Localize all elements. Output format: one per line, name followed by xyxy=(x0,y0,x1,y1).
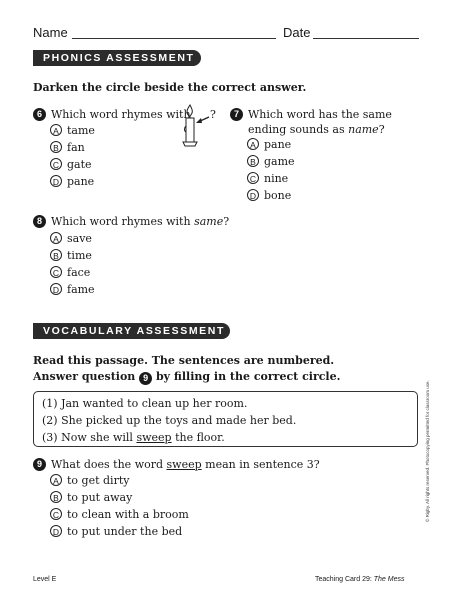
question-8-emphasis: same xyxy=(194,215,224,228)
phonics-instruction: Darken the circle beside the correct answer. xyxy=(33,81,307,94)
q8-option-d-text: fame xyxy=(67,283,95,296)
passage-sentence-3-post: the floor. xyxy=(171,431,225,444)
q6-option-b[interactable] xyxy=(50,140,85,155)
q7-option-d[interactable] xyxy=(247,188,291,203)
q6-option-b-bubble[interactable]: B xyxy=(50,141,62,153)
q6-option-a[interactable] xyxy=(50,123,95,138)
question-9-pre: What does the word xyxy=(51,458,167,471)
question-8-post: ? xyxy=(223,215,230,228)
question-6-text xyxy=(51,107,191,122)
q8-option-c-text: face xyxy=(67,266,91,279)
date-label: Date xyxy=(283,25,311,40)
q9-option-b-text: to put away xyxy=(67,491,133,504)
question-9-underlined-word: sweep xyxy=(166,458,202,471)
question-9-post: mean in sentence 3? xyxy=(201,458,320,471)
passage-sentence-1: (1) Jan wanted to clean up her room. xyxy=(42,397,248,410)
question-7-line-2-pre: ending sounds as xyxy=(248,123,349,136)
footer-card-title: The Mess xyxy=(373,576,405,583)
q8-option-d-bubble[interactable]: D xyxy=(50,283,62,295)
q8-option-d[interactable] xyxy=(50,282,95,297)
passage-box xyxy=(33,391,418,447)
q8-option-a[interactable] xyxy=(50,231,92,246)
q7-option-a-bubble[interactable]: A xyxy=(247,138,259,150)
question-7-line-2 xyxy=(248,122,392,137)
footer-card-label: Teaching Card 29: xyxy=(315,576,374,583)
question-6-number: 6 xyxy=(33,108,46,121)
q7-option-d-bubble[interactable]: D xyxy=(247,189,259,201)
q6-option-b-text: fan xyxy=(67,141,85,154)
vocabulary-instruction-line-1: Read this passage. The sentences are numbered. xyxy=(33,354,335,367)
copyright-notice: © Rigby. All rights reserved. Photocopying permitted for classroom use. xyxy=(425,380,430,522)
q7-option-d-text: bone xyxy=(264,189,292,202)
q7-option-b[interactable] xyxy=(247,154,295,169)
passage-sentence-3-pre: (3) Now she will xyxy=(42,431,137,444)
question-7-text xyxy=(248,107,392,137)
q9-option-c[interactable] xyxy=(50,507,189,522)
q8-option-b-bubble[interactable]: B xyxy=(50,249,62,261)
q8-option-b[interactable] xyxy=(50,248,92,263)
q6-option-a-text: tame xyxy=(67,124,95,137)
date-line[interactable] xyxy=(313,38,419,39)
question-7-line-1: Which word has the same xyxy=(248,108,392,121)
q6-option-c-bubble[interactable]: C xyxy=(50,158,62,170)
question-8-pre: Which word rhymes with xyxy=(51,215,195,228)
name-label: Name xyxy=(33,25,68,40)
q9-option-d[interactable] xyxy=(50,524,182,539)
question-7-line-2-post: ? xyxy=(378,123,385,136)
q7-option-a-text: pane xyxy=(264,138,292,151)
q7-option-b-text: game xyxy=(264,155,295,168)
footer-level: Level E xyxy=(33,576,57,583)
q9-option-d-bubble[interactable]: D xyxy=(50,525,62,537)
question-7-emphasis: name xyxy=(348,123,379,136)
q6-option-a-bubble[interactable]: A xyxy=(50,124,62,136)
q8-option-a-text: save xyxy=(67,232,92,245)
q9-option-a[interactable] xyxy=(50,473,129,488)
passage-underlined-word: sweep xyxy=(136,431,172,444)
vocabulary-instruction xyxy=(33,353,340,385)
question-6-prompt: Which word rhymes with xyxy=(51,108,191,121)
q9-option-b[interactable] xyxy=(50,490,132,505)
q7-option-c-text: nine xyxy=(264,172,289,185)
vocabulary-instruction-line-2 xyxy=(33,369,340,385)
q8-option-a-bubble[interactable]: A xyxy=(50,232,62,244)
question-6-end: ? xyxy=(210,108,216,121)
q8-option-b-text: time xyxy=(67,249,92,262)
q7-option-c-bubble[interactable]: C xyxy=(247,172,259,184)
q6-option-d-bubble[interactable]: D xyxy=(50,175,62,187)
q6-option-c[interactable] xyxy=(50,157,92,172)
q9-option-c-bubble[interactable]: C xyxy=(50,508,62,520)
q9-option-c-text: to clean with a broom xyxy=(67,508,189,521)
question-8-text xyxy=(51,214,229,229)
question-9-text xyxy=(51,457,320,472)
vocabulary-instruction-number: 9 xyxy=(139,372,152,385)
question-8-number: 8 xyxy=(33,215,46,228)
q9-option-d-text: to put under the bed xyxy=(67,525,183,538)
q9-option-a-text: to get dirty xyxy=(67,474,130,487)
passage-sentence-3 xyxy=(42,429,409,446)
question-9-number: 9 xyxy=(33,458,46,471)
q6-option-d[interactable] xyxy=(50,174,94,189)
q9-option-a-bubble[interactable]: A xyxy=(50,474,62,486)
name-line[interactable] xyxy=(72,38,276,39)
q7-option-b-bubble[interactable]: B xyxy=(247,155,259,167)
q6-option-d-text: pane xyxy=(67,175,95,188)
vocabulary-instruction-pre: Answer question xyxy=(33,370,140,383)
q7-option-a[interactable] xyxy=(247,137,291,152)
footer-card xyxy=(315,576,405,583)
phonics-banner: PHONICS ASSESSMENT xyxy=(33,50,201,66)
vocabulary-banner: VOCABULARY ASSESSMENT xyxy=(33,323,230,339)
q6-option-c-text: gate xyxy=(67,158,92,171)
q9-option-b-bubble[interactable]: B xyxy=(50,491,62,503)
q8-option-c-bubble[interactable]: C xyxy=(50,266,62,278)
passage-sentence-2: (2) She picked up the toys and made her bed. xyxy=(42,414,297,427)
vocabulary-instruction-post: by filling in the correct circle. xyxy=(152,370,341,383)
q7-option-c[interactable] xyxy=(247,171,288,186)
q8-option-c[interactable] xyxy=(50,265,90,280)
question-7-number: 7 xyxy=(230,108,243,121)
